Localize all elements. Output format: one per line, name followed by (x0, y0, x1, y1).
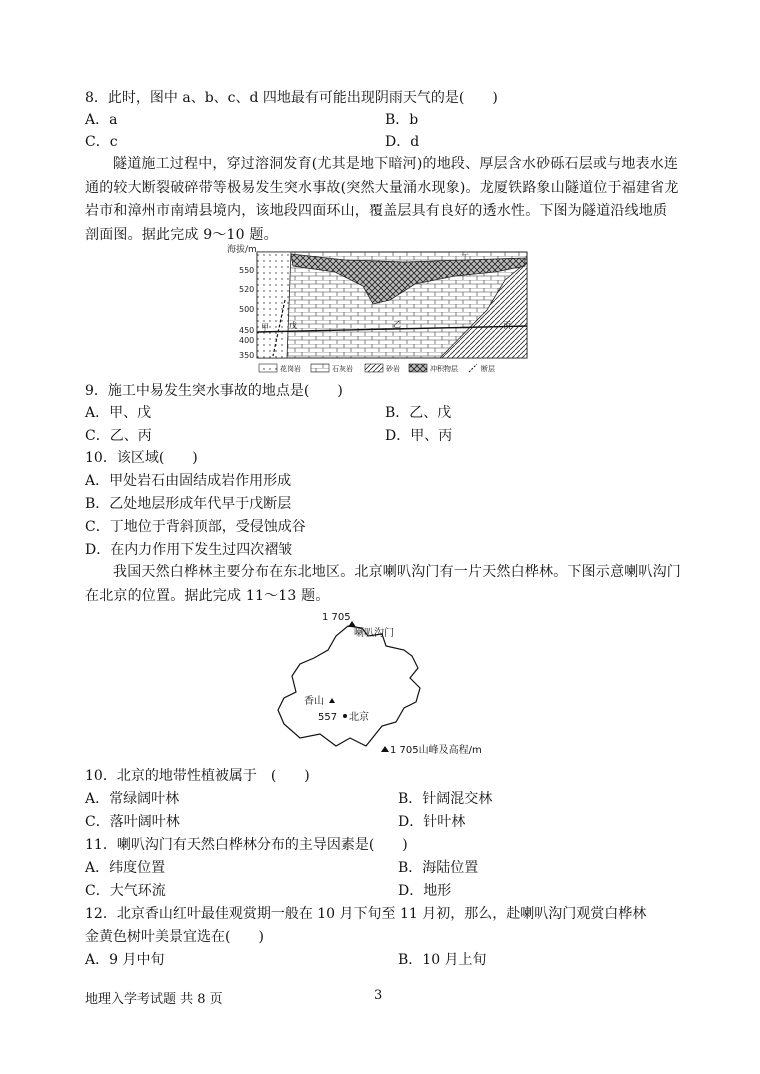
beijing-map-figure (270, 606, 490, 764)
footer-title: 地理入学考试题 共 8 页 (85, 992, 223, 1007)
q10a-option-d: D．在内力作用下发生过四次褶皱 (85, 542, 293, 558)
q11-option-b: B．海陆位置 (398, 860, 479, 876)
q11-stem: 11．喇叭沟门有天然白桦林分布的主导因素是( ) (85, 837, 408, 853)
legend-label: 石灰岩 (332, 365, 353, 373)
map-legend: 1 705山峰及高程/m (390, 745, 482, 756)
passage-birch: 我国天然白桦林主要分布在东北地区。北京喇叭沟门有一片天然白桦林。下图示意喇叭沟门在北京的位置。据此完成 11～13 题。 (85, 564, 681, 604)
place-beijing: 北京 (349, 712, 369, 723)
legend-label: 花岗岩 (280, 365, 301, 373)
q9-option-d: D．甲、丙 (385, 428, 453, 444)
place-ding: 丁 (461, 253, 469, 262)
profile-ytick: 520 (239, 285, 255, 294)
legend-label: 砂岩 (386, 365, 400, 373)
q10b-stem: 10．北京的地带性植被属于 ( ) (85, 768, 310, 784)
place-bing: 丙 (503, 321, 511, 330)
q12-stem-line1: 12．北京香山红叶最佳观赏期一般在 10 月下旬至 11 月初，那么，赴喇叭沟门观赏白桦林 (85, 906, 647, 922)
place-wu: 戊 (289, 321, 297, 330)
profile-ytick: 500 (239, 305, 255, 314)
q10b-option-d: D．针叶林 (398, 814, 466, 830)
profile-ytick: 450 (239, 326, 255, 335)
q8-stem: 8．此时，图中 a、b、c、d 四地最有可能出现阴雨天气的是( ) (85, 90, 498, 106)
profile-ytick: 550 (239, 266, 255, 275)
q12-stem-line2: 金黄色树叶美景宜选在( ) (85, 929, 264, 945)
q10b-option-c: C．落叶阔叶林 (85, 814, 180, 830)
q11-option-d: D．地形 (398, 883, 452, 899)
q8-option-d: D．d (385, 134, 420, 150)
legend-peak-icon (381, 746, 389, 752)
q8-option-a: A．a (85, 112, 118, 128)
legend-label: 冲积物层 (430, 365, 458, 373)
q12-option-a: A．9 月中旬 (85, 952, 165, 968)
q9-stem: 9．施工中易发生突水事故的地点是( ) (85, 383, 343, 399)
page-number: 3 (374, 988, 383, 1003)
profile-ytick: 350 (239, 351, 255, 360)
q10a-option-a: A．甲处岩石由固结成岩作用形成 (85, 473, 292, 489)
q11-option-a: A．纬度位置 (85, 860, 166, 876)
xiangshan-elevation: 557 (318, 712, 338, 723)
profile-ylabel: 海拔/m (227, 245, 257, 255)
q10b-option-a: A．常绿阔叶林 (85, 791, 180, 807)
q9-option-b: B．乙、戊 (385, 405, 452, 421)
q10a-stem: 10．该区域( ) (85, 450, 198, 466)
q8-option-c: C．c (85, 134, 118, 150)
place-xiangshan: 香山 (304, 696, 324, 707)
q10a-option-c: C．丁地位于背斜顶部，受侵蚀成谷 (85, 519, 306, 535)
q10b-option-b: B．针阔混交林 (398, 791, 493, 807)
profile-ytick: 400 (239, 336, 255, 345)
passage-tunnel: 隧道施工过程中，穿过溶洞发育(尤其是地下暗河)的地段、厚层含水砂砾石层或与地表水连通的较大断裂破碎带等极易发生突水事故(突然大量涌水现象)。龙厦铁路象山隧道位于福建省龙岩市和漳州市南靖县境内，该地段四面环山，覆盖层具有良好的透水性。下图为隧道沿线地质剖面图。据此完成 9～10 题。 (85, 156, 679, 243)
profile-legend (259, 364, 495, 373)
q9-option-c: C．乙、丙 (85, 428, 152, 444)
beijing-boundary (278, 626, 420, 746)
q10a-option-b: B．乙处地层形成年代早于戊断层 (85, 496, 292, 512)
place-yi: 乙 (393, 320, 401, 329)
place-labagoumen: 喇叭沟门 (354, 628, 394, 639)
geological-profile-figure (225, 240, 535, 376)
q12-option-b: B．10 月上旬 (398, 952, 487, 968)
place-jia: 甲 (261, 323, 269, 332)
xiangshan-peak-icon (329, 698, 335, 703)
q9-option-a: A．甲、戊 (85, 405, 152, 421)
q8-option-b: B．b (385, 112, 419, 128)
q11-option-c: C．大气环流 (85, 883, 166, 899)
beijing-city-dot (343, 714, 347, 718)
peak-elevation-label: 1 705 (322, 612, 351, 623)
legend-label: 断层 (481, 365, 495, 373)
